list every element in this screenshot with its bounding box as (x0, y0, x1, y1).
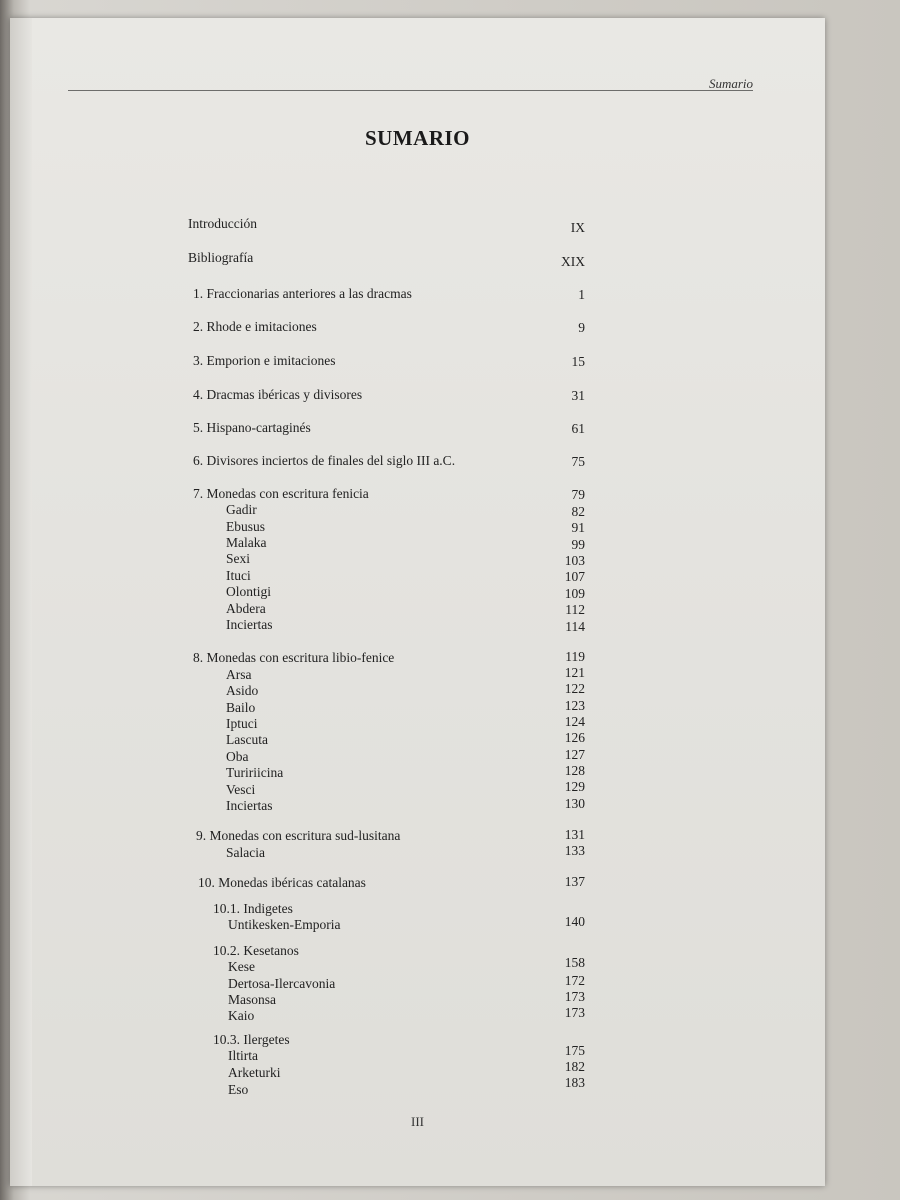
toc-entry-label: 10.1. Indigetes (213, 901, 293, 916)
toc-entry-page: 109 (564, 586, 585, 601)
toc-entry-label: Abdera (226, 601, 266, 616)
toc-entry-page: 133 (564, 843, 585, 858)
toc-entry-label: 7. Monedas con escritura fenicia (193, 486, 369, 501)
toc-entry-label: Asido (226, 683, 259, 698)
toc-entry-label: 4. Dracmas ibéricas y divisores (193, 387, 363, 402)
toc-entry-page: 124 (564, 714, 585, 729)
running-head: Sumario (708, 76, 753, 91)
toc-entry-page: 137 (564, 874, 585, 889)
toc-entry-page: 79 (571, 487, 585, 502)
toc-entry-label: Sexi (226, 551, 251, 566)
toc-entry-label: Inciertas (226, 798, 273, 813)
page-number: III (411, 1114, 424, 1129)
toc-entry-label: Gadir (226, 502, 257, 517)
toc-entry-label: 8. Monedas con escritura libio-fenice (193, 650, 395, 665)
toc-entry-label: Vesci (226, 782, 256, 797)
toc-entry-page: 183 (564, 1075, 585, 1090)
toc-entry-label: 2. Rhode e imitaciones (193, 319, 317, 334)
toc-entry-label: 10.2. Kesetanos (213, 943, 299, 958)
toc-entry-label: Arketurki (228, 1065, 281, 1080)
toc-entry-label: Kese (228, 959, 255, 974)
toc-entry-label: 5. Hispano-cartaginés (193, 420, 311, 435)
toc-entry-page: 126 (564, 730, 585, 745)
toc-entry-label: 10.3. Ilergetes (213, 1032, 290, 1047)
book-page (10, 18, 825, 1186)
toc-entry-label: Arsa (226, 667, 252, 682)
toc-entry-label: Eso (228, 1082, 249, 1097)
toc-entry-label: Oba (226, 749, 249, 764)
toc-entry-label: Kaio (228, 1008, 255, 1023)
toc-entry-page: 130 (564, 796, 585, 811)
toc-entry-label: Malaka (226, 535, 267, 550)
toc-entry-page: 121 (564, 665, 585, 680)
toc-entry-label: 10. Monedas ibéricas catalanas (198, 875, 366, 890)
toc-entry-page: 182 (564, 1059, 585, 1074)
toc-entry-label: Bibliografía (188, 250, 254, 265)
toc-entry-label: Masonsa (228, 992, 276, 1007)
toc-entry-page: 122 (564, 681, 585, 696)
toc-entry-page: 15 (571, 354, 585, 369)
toc-entry-label: Ebusus (226, 519, 266, 534)
toc-entry-page: 114 (565, 619, 585, 634)
toc-entry-page: 31 (571, 388, 585, 403)
toc-entry-page: 107 (564, 569, 585, 584)
toc-entry-label: Lascuta (226, 732, 268, 747)
toc-entry-page: 1 (578, 287, 585, 302)
toc-entry-label: Inciertas (226, 617, 273, 632)
toc-entry-label: Dertosa-Ilercavonia (228, 976, 336, 991)
toc-entry-label: Iltirta (228, 1048, 258, 1063)
toc-entry-page: 61 (571, 421, 585, 436)
toc-entry-page: 119 (565, 649, 585, 664)
toc-entry-label: 1. Fraccionarias anteriores a las dracmas (193, 286, 412, 301)
toc-entry-label: Ituci (226, 568, 251, 583)
toc-entry-page: 131 (564, 827, 585, 842)
toc-entry-page: 129 (564, 779, 585, 794)
toc-entry-page: 127 (564, 747, 585, 762)
toc-entry-label: Tuririicina (226, 765, 284, 780)
page-title: SUMARIO (364, 126, 470, 150)
toc-entry-label: 6. Divisores inciertos de finales del siglo III a.C. (193, 453, 456, 468)
toc-entry-label: Introducción (188, 216, 257, 231)
toc-entry-label: Untikesken-Emporia (228, 917, 341, 932)
toc-entry-page: 82 (571, 504, 585, 519)
toc-entry-page: 123 (564, 698, 585, 713)
toc-entry-page: 91 (571, 520, 585, 535)
toc-entry-page: IX (570, 220, 585, 235)
toc-entry-label: 3. Emporion e imitaciones (193, 353, 336, 368)
toc-entry-page: 9 (578, 320, 585, 335)
toc-entry-page: 173 (564, 1005, 585, 1020)
toc-entry-page: 172 (564, 973, 585, 988)
toc-entry-label: Olontigi (226, 584, 272, 599)
toc-entry-page: 173 (564, 989, 585, 1004)
toc-entry-page: 112 (565, 602, 585, 617)
toc-entry-label: Iptuci (226, 716, 258, 731)
table-of-contents (10, 18, 825, 1186)
toc-entry-page: 103 (564, 553, 585, 568)
toc-entry-label: Salacia (226, 845, 265, 860)
toc-entry-label: 9. Monedas con escritura sud-lusitana (196, 828, 401, 843)
toc-entry-page: 75 (571, 454, 585, 469)
toc-entry-page: 99 (571, 537, 585, 552)
toc-entry-page: XIX (561, 254, 585, 269)
toc-entry-page: 128 (564, 763, 585, 778)
toc-entry-page: 175 (564, 1043, 585, 1058)
toc-entry-label: Bailo (226, 700, 256, 715)
toc-entry-page: 140 (564, 914, 585, 929)
toc-entry-page: 158 (564, 955, 585, 970)
